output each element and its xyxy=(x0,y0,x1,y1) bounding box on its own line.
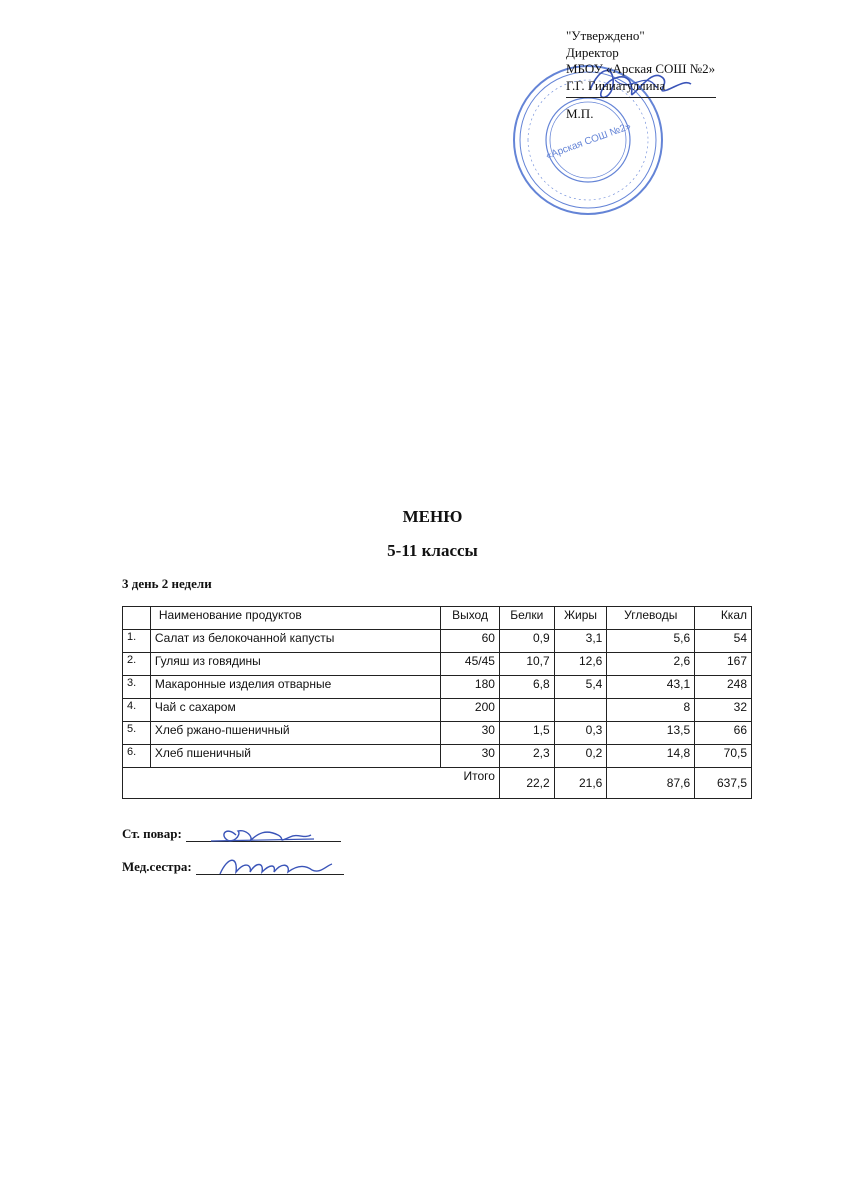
row-name: Чай с сахаром xyxy=(150,699,440,722)
row-proteins: 10,7 xyxy=(499,653,554,676)
row-num: 2. xyxy=(123,653,151,676)
row-kcal: 167 xyxy=(695,653,752,676)
row-fats: 12,6 xyxy=(554,653,607,676)
row-num: 4. xyxy=(123,699,151,722)
row-fats xyxy=(554,699,607,722)
row-carbs: 5,6 xyxy=(607,630,695,653)
row-output: 200 xyxy=(441,699,500,722)
row-kcal: 54 xyxy=(695,630,752,653)
header-proteins: Белки xyxy=(499,607,554,630)
table-row xyxy=(123,699,752,722)
row-output: 30 xyxy=(441,722,500,745)
approval-seal-label: М.П. xyxy=(566,106,594,121)
header-carbs: Углеводы xyxy=(607,607,695,630)
row-kcal: 248 xyxy=(695,676,752,699)
row-fats: 5,4 xyxy=(554,676,607,699)
row-num: 6. xyxy=(123,745,151,768)
row-proteins: 2,3 xyxy=(499,745,554,768)
menu-table xyxy=(122,606,752,799)
cook-signature-rule xyxy=(186,840,341,842)
row-carbs: 14,8 xyxy=(607,745,695,768)
table-header-row xyxy=(123,607,752,630)
total-fats: 21,6 xyxy=(554,768,607,799)
table-row xyxy=(123,745,752,768)
header-output: Выход xyxy=(441,607,500,630)
row-name: Гуляш из говядины xyxy=(150,653,440,676)
approval-director-name: Г.Г. Гиниатуллина xyxy=(566,77,666,93)
row-num: 3. xyxy=(123,676,151,699)
header-num xyxy=(123,607,151,630)
nurse-signature-icon xyxy=(216,852,336,880)
table-row xyxy=(123,630,752,653)
nurse-label: Мед.сестра: xyxy=(122,859,192,874)
page-subtitle: 5-11 классы xyxy=(387,541,478,560)
row-carbs: 13,5 xyxy=(607,722,695,745)
row-carbs: 2,6 xyxy=(607,653,695,676)
row-name: Хлеб ржано-пшеничный xyxy=(150,722,440,745)
table-total-row xyxy=(123,768,752,799)
total-proteins: 22,2 xyxy=(499,768,554,799)
row-name: Салат из белокочанной капусты xyxy=(150,630,440,653)
stamp-inner-text: «Арская СОШ №2» xyxy=(544,120,633,162)
cook-signature-line xyxy=(122,826,341,842)
row-kcal: 32 xyxy=(695,699,752,722)
nurse-signature-rule xyxy=(196,873,344,875)
nurse-signature-line xyxy=(122,859,344,875)
row-name: Хлеб пшеничный xyxy=(150,745,440,768)
approval-position: Директор xyxy=(566,44,619,60)
row-proteins: 1,5 xyxy=(499,722,554,745)
row-carbs: 43,1 xyxy=(607,676,695,699)
header-fats: Жиры xyxy=(554,607,607,630)
day-label: 3 день 2 недели xyxy=(122,576,212,591)
row-output: 30 xyxy=(441,745,500,768)
row-fats: 0,2 xyxy=(554,745,607,768)
row-kcal: 66 xyxy=(695,722,752,745)
header-kcal: Ккал xyxy=(695,607,752,630)
table-row xyxy=(123,722,752,745)
row-num: 1. xyxy=(123,630,151,653)
row-output: 60 xyxy=(441,630,500,653)
row-output: 180 xyxy=(441,676,500,699)
total-carbs: 87,6 xyxy=(607,768,695,799)
row-proteins: 0,9 xyxy=(499,630,554,653)
approval-signature-rule xyxy=(566,97,716,98)
header-name: Наименование продуктов xyxy=(150,607,440,630)
row-carbs: 8 xyxy=(607,699,695,722)
approval-organization: МБОУ «Арская СОШ №2» xyxy=(566,61,716,76)
row-name: Макаронные изделия отварные xyxy=(150,676,440,699)
cook-signature-icon xyxy=(206,821,316,847)
row-proteins: 6,8 xyxy=(499,676,554,699)
page-title: МЕНЮ xyxy=(402,507,463,526)
row-proteins xyxy=(499,699,554,722)
approval-title: "Утверждено" xyxy=(566,28,645,43)
row-fats: 3,1 xyxy=(554,630,607,653)
row-output: 45/45 xyxy=(441,653,500,676)
row-num: 5. xyxy=(123,722,151,745)
total-kcal: 637,5 xyxy=(695,768,752,799)
table-row xyxy=(123,653,752,676)
row-fats: 0,3 xyxy=(554,722,607,745)
total-label: Итого xyxy=(123,768,500,799)
approval-block xyxy=(566,28,776,123)
cook-label: Ст. повар: xyxy=(122,826,182,841)
table-row xyxy=(123,676,752,699)
row-kcal: 70,5 xyxy=(695,745,752,768)
